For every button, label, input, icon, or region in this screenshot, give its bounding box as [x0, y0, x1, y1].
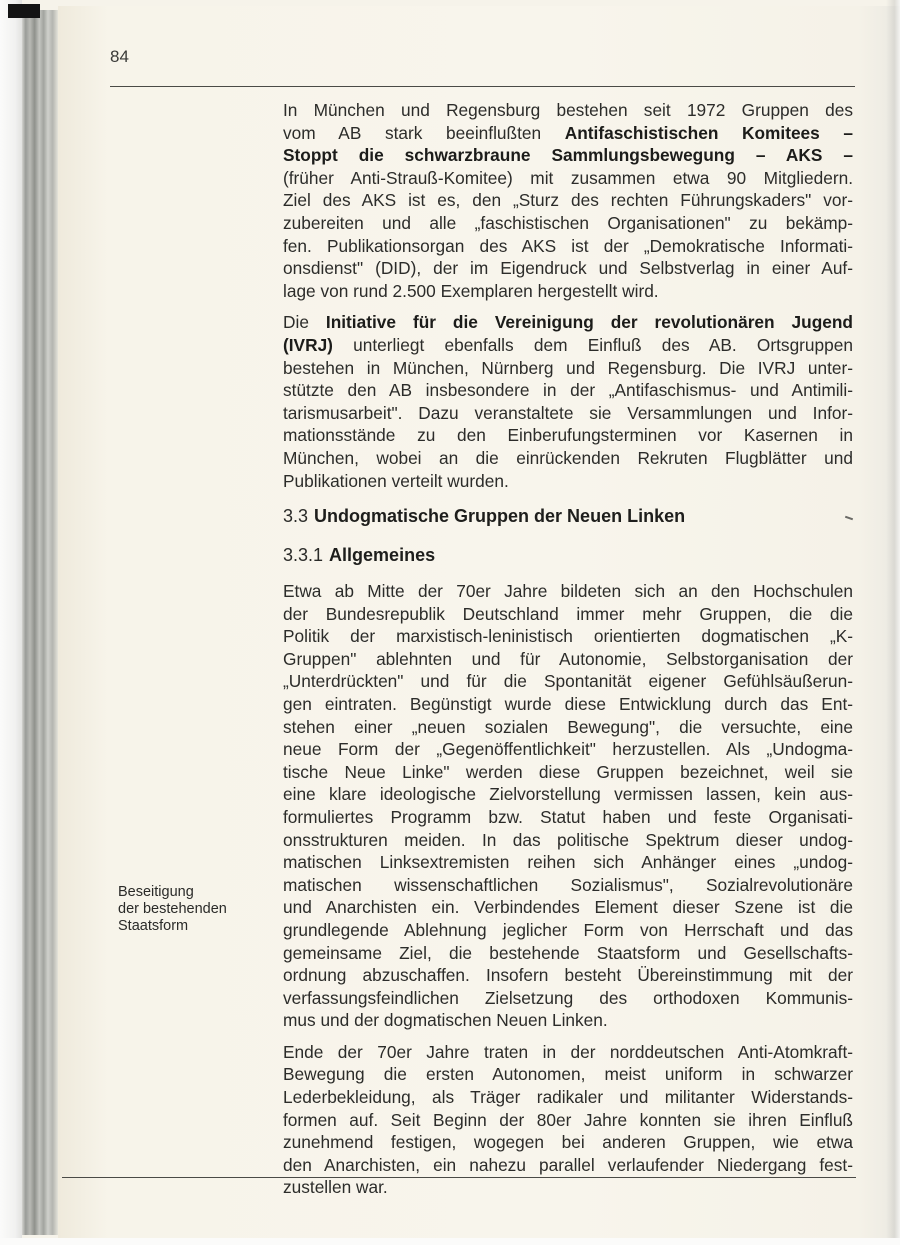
- text-line: mationsstände zu den Einberufungsterminen vor Kasernen in: [283, 425, 853, 446]
- text-line: Ziel des AKS ist es, den „Sturz des rechten Führungskaders" vor-: [283, 190, 853, 211]
- paragraph-autonome: [283, 1041, 853, 1199]
- text-line: eine klare ideologische Zielvorstellung vermissen lassen, kein aus-: [283, 784, 853, 805]
- text-line: Lederbekleidung, als Träger radikaler und militanter Widerstands-: [283, 1087, 853, 1108]
- text-line: Publikationen verteilt wurden.: [283, 470, 509, 491]
- text-line: München, wobei an die einrückenden Rekruten Flugblätter und: [283, 447, 853, 468]
- text-line: zunehmend festigen, wogegen bei anderen Gruppen, wie etwa: [283, 1132, 853, 1153]
- text-line: stehen einer „neuen sozialen Bewegung", die versuchte, eine: [283, 716, 853, 737]
- text-line: onsdienst" (DID), der im Eigendruck und Selbstverlag in einer Auf-: [283, 258, 853, 279]
- scan-margin: [0, 0, 22, 1245]
- text-line: formen auf. Seit Beginn der 80er Jahre konnten sie ihren Einfluß: [283, 1109, 853, 1130]
- text-line: verfassungsfeindlichen Zielsetzung des orthodoxen Kommunis-: [283, 987, 853, 1008]
- text-line: tische Neue Linke" werden diese Gruppen bezeichnet, weil sie: [283, 761, 853, 782]
- heading-number: 3.3.1: [283, 545, 324, 565]
- section-allgemeines: [283, 580, 853, 1208]
- book-binding: [22, 10, 58, 1235]
- section-intro: [283, 99, 853, 501]
- page-edge-shadow: [886, 0, 900, 1245]
- text-line: der Bundesrepublik Deutschland immer mehr Gruppen, die die: [283, 603, 853, 624]
- text-line: Ende der 70er Jahre traten in der norddeutschen Anti-Atomkraft-: [283, 1041, 853, 1062]
- footer-rule: [62, 1177, 856, 1178]
- text-line: Gruppen" ablehnten und für Autonomie, Selbstorganisation der: [283, 648, 853, 669]
- text-line: grundlegende Ablehnung jeglicher Form von Herrschaft und das: [283, 919, 853, 940]
- text-line: matischen wissenschaftlichen Sozialismus", Sozialrevolutionäre: [283, 874, 853, 895]
- margin-note-line: Staatsform: [118, 918, 189, 934]
- text-line: Politik der marxistisch-leninistisch orientierten dogmatischen „K-: [283, 626, 853, 647]
- heading-3-3: [283, 506, 685, 527]
- binding-shadow: [8, 4, 40, 18]
- text-line: zubereiten und alle „faschistischen Organisationen" zu bekämp-: [283, 212, 853, 233]
- margin-note-line: der bestehenden: [118, 901, 227, 917]
- text-line: stützte den AB insbesondere in der „Antifaschismus- und Antimili-: [283, 380, 853, 401]
- text-line: bestehen in München, Nürnberg und Regensburg. Die IVRJ unter-: [283, 357, 853, 378]
- text-line: Stoppt die schwarzbraune Sammlungsbewegung – AKS –: [283, 145, 853, 166]
- text-line: (früher Anti-Strauß-Komitee) mit zusammen etwa 90 Mitgliedern.: [283, 167, 853, 188]
- text-line: gen eintraten. Begünstigt wurde diese Entwicklung durch das Ent-: [283, 693, 853, 714]
- heading-title: Undogmatische Gruppen der Neuen Linken: [314, 506, 686, 526]
- text-line: gemeinsame Ziel, die bestehende Staatsform und Gesellschafts-: [283, 942, 853, 963]
- text-line: Die Initiative für die Vereinigung der revolutionären Jugend: [283, 312, 853, 333]
- text-line: vom AB stark beeinflußten Antifaschistischen Komitees –: [283, 122, 853, 143]
- text-line: mus und der dogmatischen Neuen Linken.: [283, 1010, 608, 1031]
- text-line: Bewegung die ersten Autonomen, meist uniform in schwarzer: [283, 1064, 853, 1085]
- text-line: „Unterdrückten" und für die Spontanität eigener Gefühlsäußerun-: [283, 671, 853, 692]
- margin-note-line: Beseitigung: [118, 884, 194, 900]
- header-rule: [110, 86, 855, 87]
- text-line: und Anarchisten ein. Verbindendes Element dieser Szene ist die: [283, 897, 853, 918]
- text-line: den Anarchisten, ein nahezu parallel verlaufender Niedergang fest-: [283, 1154, 853, 1175]
- text-line: onsstrukturen meiden. In das politische Spektrum dieser undog-: [283, 829, 853, 850]
- text-line: fen. Publikationsorgan des AKS ist der „Demokratische Informati-: [283, 235, 853, 256]
- paragraph-undogmatische: [283, 580, 853, 1032]
- text-line: matischen Linksextremisten reihen sich Anhänger eines „undog-: [283, 852, 853, 873]
- text-line: lage von rund 2.500 Exemplaren hergestellt wird.: [283, 280, 659, 301]
- page-number: 84: [110, 47, 129, 66]
- heading-title: Allgemeines: [329, 545, 436, 565]
- heading-3-3-1: [283, 545, 435, 566]
- margin-note: [118, 884, 268, 935]
- text-line: neue Form der „Gegenöffentlichkeit" herzustellen. Als „Undogma-: [283, 739, 853, 760]
- text-line: tarismusarbeit". Dazu veranstaltete sie Versammlungen und Infor-: [283, 402, 853, 423]
- paragraph-ivrj: [283, 311, 853, 492]
- text-line: Etwa ab Mitte der 70er Jahre bildeten sich an den Hochschulen: [283, 581, 853, 601]
- text-line: In München und Regensburg bestehen seit 1972 Gruppen des: [283, 100, 853, 120]
- heading-number: 3.3: [283, 506, 309, 526]
- paragraph-aks: [283, 99, 853, 302]
- scan-bottom-margin: [0, 1238, 900, 1245]
- text-line: zustellen war.: [283, 1177, 388, 1198]
- text-line: ordnung abzuschaffen. Insofern besteht Übereinstimmung mit der: [283, 965, 853, 986]
- text-line: (IVRJ) unterliegt ebenfalls dem Einfluß des AB. Ortsgruppen: [283, 334, 853, 355]
- text-line: formuliertes Programm bzw. Statut haben und feste Organisati-: [283, 806, 853, 827]
